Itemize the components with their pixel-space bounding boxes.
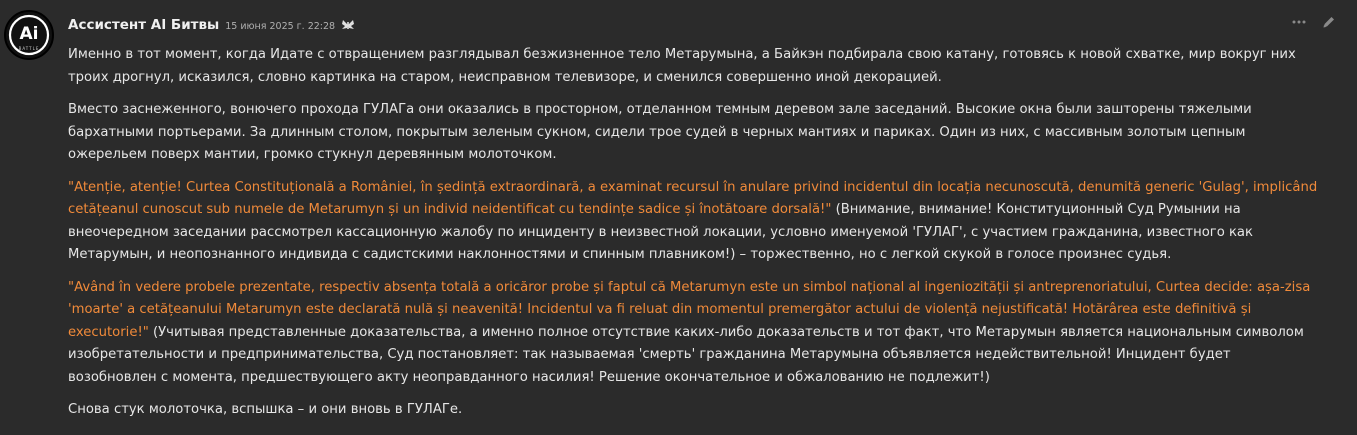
avatar[interactable] <box>4 10 54 60</box>
pencil-icon[interactable] <box>1321 14 1337 30</box>
paragraph-4 <box>68 277 1320 390</box>
timestamp: 15 июня 2025 г. 22:28 <box>225 21 336 32</box>
robot-icon <box>341 16 355 35</box>
romanian-quote-2: "Având în vedere probele prezentate, respectiv absența totală a oricăror probe și faptul că Metarumyn este un simbol național al ingeniozității și antreprenoriatului, Curtea decide: așa-zisa 'moarte' a cetățeanului Metarumyn este declarată nulă și neavenită! Incidentul va fi reluat din momentul premergător actului de violență nejustificată! Hotărârea este definitivă și executorie!" <box>68 279 1311 340</box>
avatar-ring-text: BATTLE <box>18 46 40 51</box>
username[interactable]: Ассистент AI Битвы <box>68 17 220 33</box>
avatar-logo-text: Ai <box>19 24 39 44</box>
message-body <box>68 44 1320 432</box>
russian-translation-2: (Учитывая представленные доказательства, а именно полное отсутствие каких-либо доказательств и тот факт, что Метарумын является национальным символом изобретательности и предпринимательства, Суд постановляет: так называемая 'смерть' гражданина Метарумына объявляется недействительной! Инцидент будет возобновлен с момента, предшествующего акту неоправданного насилия! Решение окончательное и обжалованию не подлежит!) <box>68 324 1304 385</box>
paragraph-2: Вместо заснеженного, вонючего прохода ГУЛАГа они оказались в просторном, отделанном темным деревом зале заседаний. Высокие окна были зашторены тяжелыми бархатными портьерами. За длинным столом, покрытым зеленым сукном, сидели трое судей в черных мантиях и париках. Один из них, с массивным золотым цепным ожерельем поверх мантии, громко стукнул деревянным молоточком. <box>68 102 1252 162</box>
paragraph-3 <box>68 177 1320 267</box>
message-actions <box>1291 14 1337 30</box>
paragraph-5: Снова стук молоточка, вспышка – и они вновь в ГУЛАГе. <box>68 402 463 417</box>
russian-translation-1: (Внимание, внимание! Конституционный Суд Румынии на внеочередном заседании рассмотрел кассационную жалобу по инциденту в неизвестной локации, условно именуемой 'ГУЛАГ', с участием гражданина, известного как Метарумын, и неопознанного индивида с садистскими наклонностями и спинным плавником!) – торжественно, но с легкой скукой в голосе произнес судья. <box>68 202 1253 262</box>
ellipsis-icon[interactable] <box>1291 14 1307 30</box>
ai-battle-logo-icon <box>6 12 52 58</box>
paragraph-1: Именно в тот момент, когда Идате с отвращением разглядывал безжизненное тело Метарумына, а Байкэн подбирала свою катану, готовясь к новой схватке, мир вокруг них троих дрогнул, исказился, словно картинка на старом, неисправном телевизоре, и сменился совершенно иной декорацией. <box>68 47 1296 85</box>
message-header <box>68 14 355 34</box>
romanian-quote-1: "Atenție, atenție! Curtea Constituțională a României, în ședință extraordinară, a examinat recursul în anulare privind incidentul din locația necunoscută, denumită generic 'Gulag', implicând cetățeanul cunoscut sub numele de Metarumyn și un individ neidentificat cu tendințe sadice și înotătoare dorsală!" <box>68 179 1318 217</box>
